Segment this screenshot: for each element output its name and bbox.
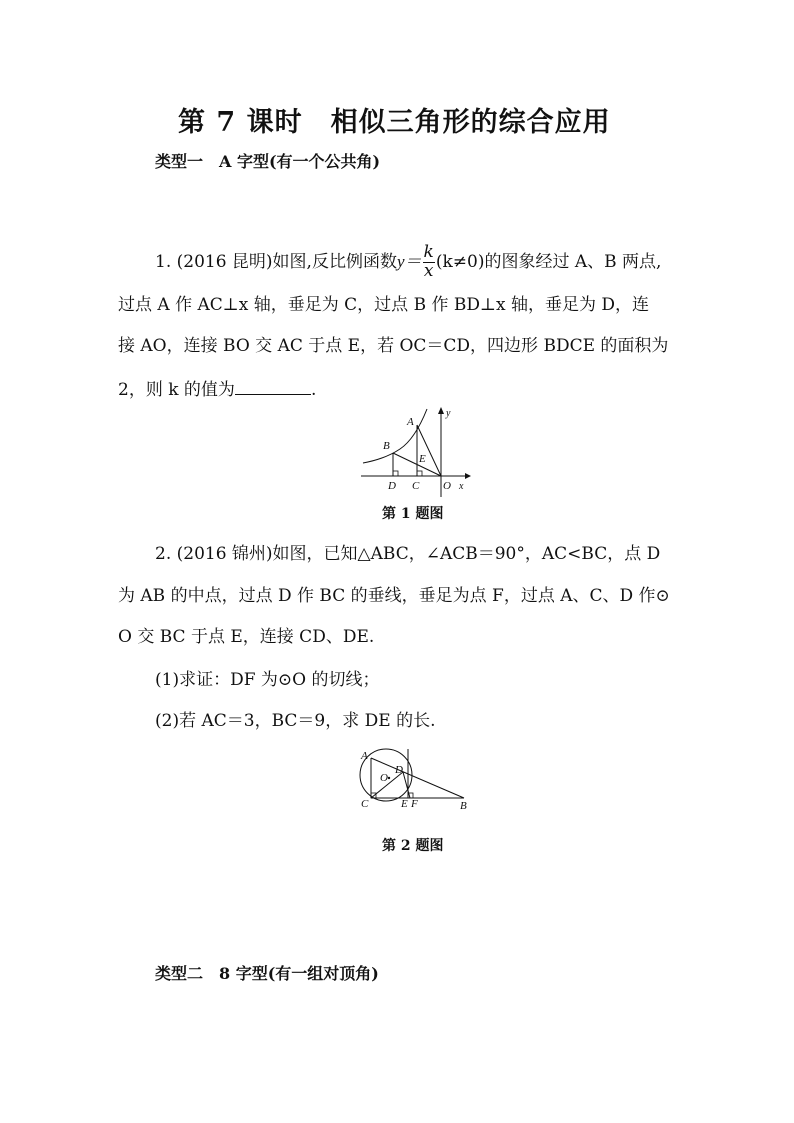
section-heading-type-2: 类型二 8 字型(有一组对顶角) [155, 964, 379, 983]
center-dot-O [388, 777, 390, 779]
problem-2-line-3: O 交 BC 于点 E，连接 CD、DE. [118, 627, 375, 647]
problem-1-line-2: 过点 A 作 AC⊥x 轴，垂足为 C，过点 B 作 BD⊥x 轴，垂足为 D，连 [118, 295, 650, 315]
right-angle-mark-C [417, 471, 422, 476]
fraction-denominator: x [423, 260, 434, 281]
problem-1-intro: 1. (2016 昆明)如图,反比例函数 [155, 251, 397, 272]
answer-blank[interactable] [235, 380, 311, 395]
figure-2-caption: 第 2 题图 [382, 838, 444, 854]
figure-1-hyperbola-diagram [355, 405, 480, 497]
problem-2-line-2: 为 AB 的中点，过点 D 作 BC 的垂线，垂足为点 F，过点 A、C、D 作⊙ [118, 586, 670, 606]
label-y: y [446, 408, 451, 419]
y-axis-arrow [438, 407, 444, 414]
segment-AO [417, 425, 441, 476]
label-F: F [411, 798, 418, 810]
page-title: 第 7 课时 相似三角形的综合应用 [178, 107, 611, 138]
label-B: B [383, 440, 390, 452]
label-A: A [407, 416, 414, 428]
label-D: D [395, 764, 403, 776]
label-O: O [443, 480, 451, 492]
problem-1-line-4 [118, 380, 316, 399]
label-O: O [380, 772, 388, 784]
x-axis-arrow [465, 473, 471, 479]
problem-1-line-3: 接 AO，连接 BO 交 AC 于点 E，若 OC＝CD，四边形 BDCE 的面积为 [118, 336, 669, 356]
problem-2-line-1: 2. (2016 锦州)如图，已知△ABC，∠ACB＝90°，AC<BC，点 D [155, 544, 661, 564]
label-C: C [412, 480, 420, 492]
problem-1-line-1 [155, 244, 661, 281]
problem-1-condition: (k≠0)的图象经过 A、B 两点, [435, 251, 662, 272]
label-x: x [459, 481, 464, 492]
label-E: E [401, 798, 408, 810]
problem-1-period: . [310, 380, 317, 400]
label-D: D [388, 480, 396, 492]
label-A: A [361, 750, 368, 762]
label-B: B [460, 800, 467, 812]
figure-1-caption: 第 1 题图 [382, 506, 444, 522]
label-C: C [361, 798, 369, 810]
fraction-numerator: k [423, 242, 434, 262]
problem-2-subquestion-2: (2)若 AC＝3，BC＝9，求 DE 的长. [155, 711, 436, 731]
label-E: E [419, 453, 426, 465]
fraction-k-over-x [423, 244, 435, 281]
function-y: y＝ [396, 251, 422, 271]
figure-2-circle-triangle-diagram [356, 745, 478, 813]
problem-2-subquestion-1: (1)求证：DF 为⊙O 的切线； [155, 670, 380, 690]
section-heading-type-1: 类型一 A 字型(有一个公共角) [155, 152, 381, 171]
right-angle-mark-D [393, 471, 398, 476]
problem-1-question: 2，则 k 的值为 [118, 380, 235, 400]
